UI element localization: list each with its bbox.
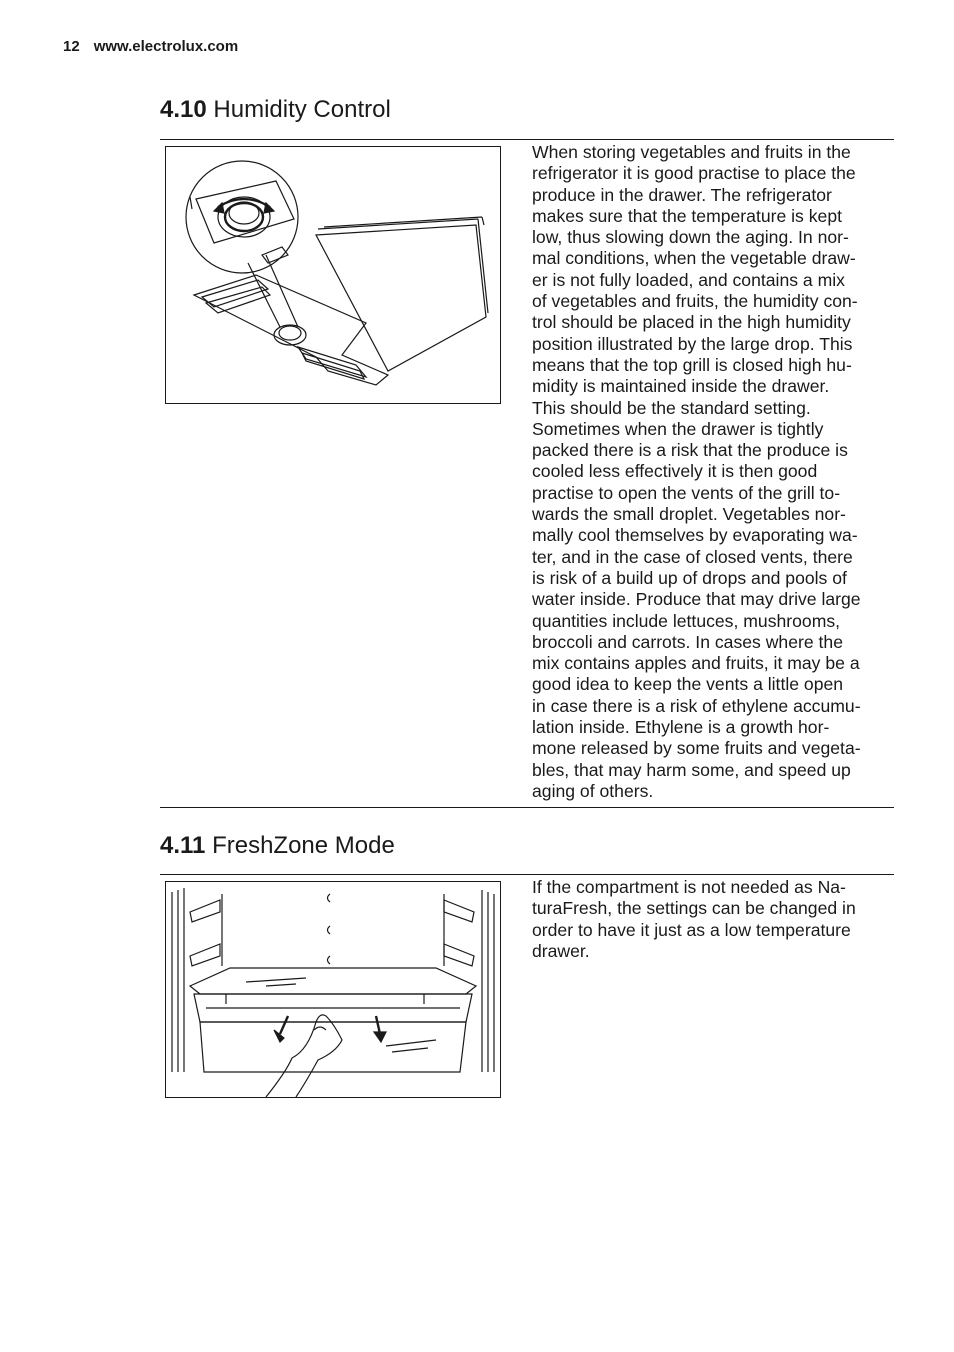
divider xyxy=(160,874,894,875)
humidity-control-illustration xyxy=(165,146,501,404)
freshzone-drawer-illustration xyxy=(165,881,501,1098)
site-url: www.electrolux.com xyxy=(93,38,239,55)
divider xyxy=(160,807,894,808)
section-number: 4.10 xyxy=(160,96,207,123)
humidity-control-drawing xyxy=(166,147,500,403)
section-title: Humidity Control xyxy=(213,96,391,123)
section-heading-freshzone-mode xyxy=(160,832,395,860)
freshzone-mode-text: If the compartment is not needed as Na- turaFresh, the settings can be changed in order to have it just as a low temperature drawer. xyxy=(532,877,856,961)
divider xyxy=(160,139,894,140)
freshzone-drawing xyxy=(166,882,500,1097)
page-number: 12 xyxy=(63,38,80,55)
section-number: 4.11 xyxy=(160,832,206,859)
section-title: FreshZone Mode xyxy=(212,832,395,859)
section-heading-humidity-control xyxy=(160,96,391,124)
page-header xyxy=(63,38,238,55)
humidity-control-text: When storing vegetables and fruits in the refrigerator it is good practise to place the produce in the drawer. The refrigerator makes sure that the temperature is kept low, thus slowing down the aging. In nor- mal conditions, when the vegetable draw- er is not fully loaded, and contains a mix of vegetables and fruits, the humidity con- trol should be placed in the high humidity position illustrated by the large drop. This means that the top grill is closed high hu- midity is maintained inside the drawer. This should be the standard setting. Sometimes when the drawer is tightly packed there is a risk that the produce is cooled less effectively it is then good practise to open the vents of the grill to- wards the small droplet. Vegetables nor- mally cool themselves by evaporating wa- ter, and in the case of closed vents, there is risk of a build up of drops and pools of water inside. Produce that may drive large quantities include lettuces, mushrooms, broccoli and carrots. In cases where the mix contains apples and fruits, it may be a good idea to keep the vents a little open in case there is a risk of ethylene accumu- lation inside. Ethylene is a growth hor- mone released by some fruits and vegeta- bles, that may harm some, and speed up aging of others. xyxy=(532,142,861,801)
